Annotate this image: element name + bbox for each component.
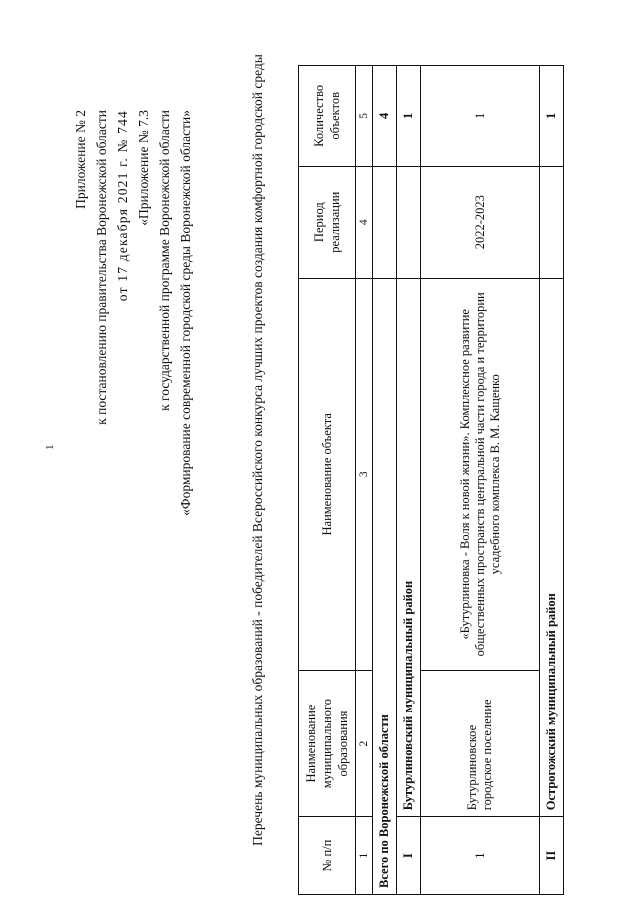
section1-label: Бутурлиновский муниципальный район <box>397 278 421 817</box>
row1-municipality: Бутурлиновское городское поселение <box>421 670 540 816</box>
section1-count: 1 <box>397 66 421 167</box>
column-numbers-row <box>356 66 373 895</box>
section2-label: Острогожский муниципальный район <box>540 278 564 817</box>
row1-num: 1 <box>421 817 540 895</box>
total-count: 4 <box>373 66 397 167</box>
table-row <box>421 66 540 895</box>
section2-num: II <box>540 817 564 895</box>
header-line-1: Приложение № 2 <box>73 110 88 209</box>
header-line-4: «Приложение № 7.3 <box>136 110 151 226</box>
colnum-4: 4 <box>356 166 373 278</box>
header-count: Количество объектов <box>299 66 356 167</box>
row1-object: «Бутурлиновка - Воля к новой жизни». Комплексное развитие общественных пространств центральной части города и территории усадебного комплекса В. М. Кащенко <box>421 278 540 670</box>
section2-period <box>540 166 564 278</box>
page-number: 1 <box>44 444 56 450</box>
document-title: Перечень муниципальных образований - победителей Всероссийского конкурса лучших проектов создания комфортной городской среды <box>250 54 265 846</box>
total-label: Всего по Воронежской области <box>373 278 397 894</box>
header-line-3: от 17 декабря 2021 г. № 744 <box>115 110 130 302</box>
winners-table <box>298 65 564 895</box>
header-line-6: «Формирование современной городской среды Воронежской области» <box>178 110 193 516</box>
total-period <box>373 166 397 278</box>
section1-num: I <box>397 817 421 895</box>
section1-period <box>397 166 421 278</box>
header-object: Наименование объекта <box>299 278 356 670</box>
colnum-2: 2 <box>356 670 373 816</box>
colnum-3: 3 <box>356 278 373 670</box>
header-line-5: к государственной программе Воронежской области <box>157 110 172 411</box>
header-line-2: к постановлению правительства Воронежской области <box>94 110 109 425</box>
header-municipality: Наименование муниципального образования <box>299 670 356 816</box>
section-row-1 <box>397 66 421 895</box>
colnum-5: 5 <box>356 66 373 167</box>
section-row-2 <box>540 66 564 895</box>
row1-count: 1 <box>421 66 540 167</box>
row1-period: 2022-2023 <box>421 166 540 278</box>
section2-count: 1 <box>540 66 564 167</box>
table-header-row <box>299 66 356 895</box>
header-period: Период реализации <box>299 166 356 278</box>
total-row <box>373 66 397 895</box>
appendix-header <box>70 110 196 516</box>
header-num: № п/п <box>299 817 356 895</box>
colnum-1: 1 <box>356 817 373 895</box>
